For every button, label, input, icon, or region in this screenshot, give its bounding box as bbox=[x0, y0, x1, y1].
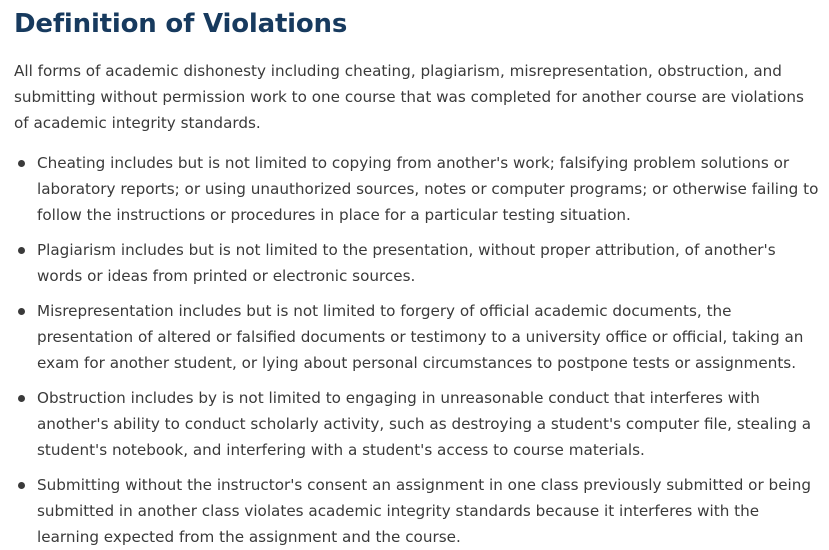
intro-paragraph: All forms of academic dishonesty including cheating, plagiarism, misrepresentation, obstruction, and submitting without permission work to one course that was completed for another course are violations of academic integrity standards. bbox=[14, 62, 804, 132]
list-item-text: Obstruction includes by is not limited to engaging in unreasonable conduct that interferes with another's ability to conduct scholarly activity, such as destroying a student's computer file, stealing a student's notebook, and interfering with a student's access to course materials. bbox=[37, 389, 812, 459]
bullet-icon bbox=[18, 395, 25, 402]
list-item-text: Cheating includes but is not limited to copying from another's work; falsifying problem solutions or laboratory reports; or using unauthorized sources, notes or computer programs; or otherwise failing to follow the instructions or procedures in place for a particular testing situation. bbox=[37, 154, 819, 224]
violations-list bbox=[14, 150, 819, 550]
list-item bbox=[14, 472, 819, 550]
list-item-text: Misrepresentation includes but is not limited to forgery of official academic documents, the presentation of altered or falsified documents or testimony to a university office or official, taking an exam for another student, or lying about personal circumstances to postpone tests or assignments. bbox=[37, 302, 804, 372]
list-item bbox=[14, 385, 819, 463]
page-title: Definition of Violations bbox=[14, 9, 348, 39]
bullet-icon bbox=[18, 482, 25, 489]
list-item-text: Plagiarism includes but is not limited to the presentation, without proper attribution, of another's words or ideas from printed or electronic sources. bbox=[37, 241, 776, 285]
list-item-text: Submitting without the instructor's consent an assignment in one class previously submitted or being submitted in another class violates academic integrity standards because it interferes with the learning expected from the assignment and the course. bbox=[37, 476, 812, 546]
bullet-icon bbox=[18, 160, 25, 167]
bullet-icon bbox=[18, 247, 25, 254]
list-item bbox=[14, 150, 819, 228]
list-item bbox=[14, 298, 819, 376]
bullet-icon bbox=[18, 308, 25, 315]
list-item bbox=[14, 237, 819, 289]
